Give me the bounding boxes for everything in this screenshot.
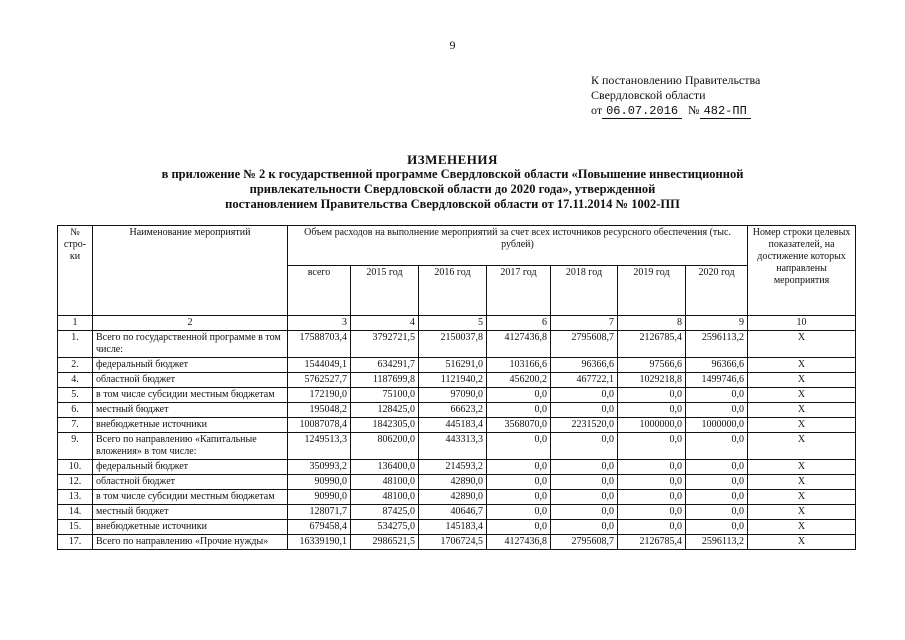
- activity-name-cell: внебюджетные источники: [93, 418, 288, 433]
- table-row: [58, 475, 856, 490]
- col-number: 9: [686, 316, 748, 331]
- value-cell: 350993,2: [288, 460, 351, 475]
- value-cell: 97090,0: [419, 388, 487, 403]
- title-line-3: постановлением Правительства Свердловской области от 17.11.2014 № 1002-ПП: [225, 197, 680, 211]
- table-row: [58, 505, 856, 520]
- row-number-cell: 2.: [58, 358, 93, 373]
- value-cell: 443313,3: [419, 433, 487, 460]
- target-row-cell: X: [748, 490, 856, 505]
- activity-name-cell: Всего по направлению «Капитальные вложения» в том числе:: [93, 433, 288, 460]
- value-cell: 0,0: [551, 460, 618, 475]
- activity-name-cell: Всего по направлению «Прочие нужды»: [93, 535, 288, 550]
- header-year-2019: 2019 год: [618, 266, 686, 316]
- value-cell: 2126785,4: [618, 331, 686, 358]
- table-row: [58, 373, 856, 388]
- value-cell: 3792721,5: [351, 331, 419, 358]
- header-total: всего: [288, 266, 351, 316]
- value-cell: 42890,0: [419, 475, 487, 490]
- value-cell: 10087078,4: [288, 418, 351, 433]
- table-row: [58, 403, 856, 418]
- value-cell: 66623,2: [419, 403, 487, 418]
- value-cell: 0,0: [551, 490, 618, 505]
- title-heading: ИЗМЕНЕНИЯ: [407, 152, 498, 167]
- row-number-cell: 7.: [58, 418, 93, 433]
- value-cell: 103166,6: [487, 358, 551, 373]
- column-number-row: [58, 316, 856, 331]
- value-cell: 2231520,0: [551, 418, 618, 433]
- table-row: [58, 460, 856, 475]
- value-cell: 0,0: [551, 505, 618, 520]
- value-cell: 1029218,8: [618, 373, 686, 388]
- value-cell: 48100,0: [351, 475, 419, 490]
- value-cell: 0,0: [487, 520, 551, 535]
- target-row-cell: X: [748, 433, 856, 460]
- value-cell: 0,0: [686, 520, 748, 535]
- value-cell: 2150037,8: [419, 331, 487, 358]
- value-cell: 42890,0: [419, 490, 487, 505]
- value-cell: 75100,0: [351, 388, 419, 403]
- title-line-1: в приложение № 2 к государственной программе Свердловской области «Повышение инвестиционной: [161, 167, 744, 181]
- value-cell: 4127436,8: [487, 331, 551, 358]
- value-cell: 172190,0: [288, 388, 351, 403]
- col-number: 1: [58, 316, 93, 331]
- value-cell: 16339190,1: [288, 535, 351, 550]
- value-cell: 136400,0: [351, 460, 419, 475]
- col-number: 10: [748, 316, 856, 331]
- value-cell: 2596113,2: [686, 331, 748, 358]
- value-cell: 1187699,8: [351, 373, 419, 388]
- value-cell: 0,0: [487, 475, 551, 490]
- target-row-cell: X: [748, 331, 856, 358]
- value-cell: 0,0: [551, 403, 618, 418]
- activity-name-cell: в том числе субсидии местным бюджетам: [93, 490, 288, 505]
- value-cell: 0,0: [487, 460, 551, 475]
- col-number: 5: [419, 316, 487, 331]
- value-cell: 456200,2: [487, 373, 551, 388]
- table-row: [58, 388, 856, 403]
- value-cell: 4127436,8: [487, 535, 551, 550]
- title-line-2: привлекательности Свердловской области до 2020 года», утвержденной: [249, 182, 656, 196]
- approval-line-1: К постановлению Правительства: [591, 73, 761, 87]
- header-expenses: Объем расходов на выполнение мероприятий за счет всех источников ресурсного обеспечения (тыс. рублей): [288, 226, 748, 266]
- col-number: 4: [351, 316, 419, 331]
- value-cell: 679458,4: [288, 520, 351, 535]
- activity-name-cell: Всего по государственной программе в том числе:: [93, 331, 288, 358]
- table-row: [58, 490, 856, 505]
- activity-name-cell: областной бюджет: [93, 475, 288, 490]
- activity-name-cell: местный бюджет: [93, 505, 288, 520]
- row-number-cell: 4.: [58, 373, 93, 388]
- value-cell: 2126785,4: [618, 535, 686, 550]
- value-cell: 0,0: [686, 490, 748, 505]
- target-row-cell: X: [748, 505, 856, 520]
- value-cell: 2986521,5: [351, 535, 419, 550]
- target-row-cell: X: [748, 460, 856, 475]
- header-year-2017: 2017 год: [487, 266, 551, 316]
- value-cell: 0,0: [686, 475, 748, 490]
- value-cell: 634291,7: [351, 358, 419, 373]
- value-cell: 0,0: [618, 490, 686, 505]
- approval-number: 482-ПП: [700, 104, 751, 119]
- activity-name-cell: областной бюджет: [93, 373, 288, 388]
- value-cell: 445183,4: [419, 418, 487, 433]
- target-row-cell: X: [748, 418, 856, 433]
- value-cell: 0,0: [686, 433, 748, 460]
- value-cell: 0,0: [618, 433, 686, 460]
- value-cell: 145183,4: [419, 520, 487, 535]
- target-row-cell: X: [748, 535, 856, 550]
- activity-name-cell: местный бюджет: [93, 403, 288, 418]
- page-number: 9: [449, 38, 456, 52]
- approval-stamp: [591, 73, 760, 119]
- target-row-cell: X: [748, 388, 856, 403]
- value-cell: 96366,6: [551, 358, 618, 373]
- value-cell: 0,0: [618, 520, 686, 535]
- value-cell: 0,0: [487, 505, 551, 520]
- header-year-2018: 2018 год: [551, 266, 618, 316]
- activity-name-cell: в том числе субсидии местным бюджетам: [93, 388, 288, 403]
- value-cell: 0,0: [618, 388, 686, 403]
- row-number-cell: 6.: [58, 403, 93, 418]
- value-cell: 96366,6: [686, 358, 748, 373]
- value-cell: 0,0: [487, 433, 551, 460]
- value-cell: 1000000,0: [686, 418, 748, 433]
- col-number: 6: [487, 316, 551, 331]
- value-cell: 87425,0: [351, 505, 419, 520]
- value-cell: 0,0: [686, 403, 748, 418]
- table-row: [58, 331, 856, 358]
- value-cell: 806200,0: [351, 433, 419, 460]
- value-cell: 0,0: [686, 505, 748, 520]
- value-cell: 2795608,7: [551, 331, 618, 358]
- value-cell: 90990,0: [288, 475, 351, 490]
- approval-line-3: [591, 103, 760, 119]
- value-cell: 1499746,6: [686, 373, 748, 388]
- approval-number-label: №: [688, 103, 700, 117]
- value-cell: 2795608,7: [551, 535, 618, 550]
- row-number-cell: 12.: [58, 475, 93, 490]
- row-number-cell: 9.: [58, 433, 93, 460]
- header-year-2020: 2020 год: [686, 266, 748, 316]
- value-cell: 2596113,2: [686, 535, 748, 550]
- expenses-table: [57, 225, 856, 550]
- value-cell: 0,0: [487, 403, 551, 418]
- row-number-cell: 13.: [58, 490, 93, 505]
- col-number: 8: [618, 316, 686, 331]
- value-cell: 0,0: [551, 388, 618, 403]
- value-cell: 1121940,2: [419, 373, 487, 388]
- value-cell: 0,0: [618, 475, 686, 490]
- value-cell: 0,0: [487, 490, 551, 505]
- row-number-cell: 14.: [58, 505, 93, 520]
- col-number: 7: [551, 316, 618, 331]
- table-row: [58, 418, 856, 433]
- header-target-row: Номер строки целевых показателей, на достижение которых направлены мероприятия: [748, 226, 856, 316]
- row-number-cell: 10.: [58, 460, 93, 475]
- value-cell: 97566,6: [618, 358, 686, 373]
- table-row: [58, 535, 856, 550]
- approval-from-label: от: [591, 103, 603, 117]
- value-cell: 467722,1: [551, 373, 618, 388]
- row-number-cell: 17.: [58, 535, 93, 550]
- value-cell: 0,0: [686, 388, 748, 403]
- value-cell: 1544049,1: [288, 358, 351, 373]
- approval-date: 06.07.2016: [602, 104, 682, 119]
- value-cell: 0,0: [551, 433, 618, 460]
- target-row-cell: X: [748, 520, 856, 535]
- value-cell: 0,0: [686, 460, 748, 475]
- activity-name-cell: федеральный бюджет: [93, 358, 288, 373]
- row-number-cell: 1.: [58, 331, 93, 358]
- value-cell: 1000000,0: [618, 418, 686, 433]
- value-cell: 1842305,0: [351, 418, 419, 433]
- value-cell: 534275,0: [351, 520, 419, 535]
- row-number-cell: 5.: [58, 388, 93, 403]
- target-row-cell: X: [748, 358, 856, 373]
- value-cell: 0,0: [618, 460, 686, 475]
- table-row: [58, 433, 856, 460]
- value-cell: 90990,0: [288, 490, 351, 505]
- value-cell: 0,0: [487, 388, 551, 403]
- row-number-cell: 15.: [58, 520, 93, 535]
- value-cell: 214593,2: [419, 460, 487, 475]
- target-row-cell: X: [748, 475, 856, 490]
- value-cell: 48100,0: [351, 490, 419, 505]
- value-cell: 1249513,3: [288, 433, 351, 460]
- target-row-cell: X: [748, 403, 856, 418]
- activity-name-cell: федеральный бюджет: [93, 460, 288, 475]
- header-year-2015: 2015 год: [351, 266, 419, 316]
- value-cell: 128425,0: [351, 403, 419, 418]
- value-cell: 40646,7: [419, 505, 487, 520]
- activity-name-cell: внебюджетные источники: [93, 520, 288, 535]
- document-title: [0, 152, 905, 212]
- value-cell: 17588703,4: [288, 331, 351, 358]
- header-year-2016: 2016 год: [419, 266, 487, 316]
- value-cell: 516291,0: [419, 358, 487, 373]
- value-cell: 0,0: [618, 505, 686, 520]
- table-row: [58, 358, 856, 373]
- value-cell: 195048,2: [288, 403, 351, 418]
- approval-line-2: Свердловской области: [591, 88, 706, 102]
- value-cell: 0,0: [551, 475, 618, 490]
- value-cell: 5762527,7: [288, 373, 351, 388]
- col-number: 3: [288, 316, 351, 331]
- header-row-no: № стро-ки: [58, 226, 93, 316]
- table-row: [58, 520, 856, 535]
- value-cell: 0,0: [618, 403, 686, 418]
- header-activity: Наименование мероприятий: [93, 226, 288, 316]
- value-cell: 128071,7: [288, 505, 351, 520]
- value-cell: 0,0: [551, 520, 618, 535]
- value-cell: 1706724,5: [419, 535, 487, 550]
- target-row-cell: X: [748, 373, 856, 388]
- col-number: 2: [93, 316, 288, 331]
- value-cell: 3568070,0: [487, 418, 551, 433]
